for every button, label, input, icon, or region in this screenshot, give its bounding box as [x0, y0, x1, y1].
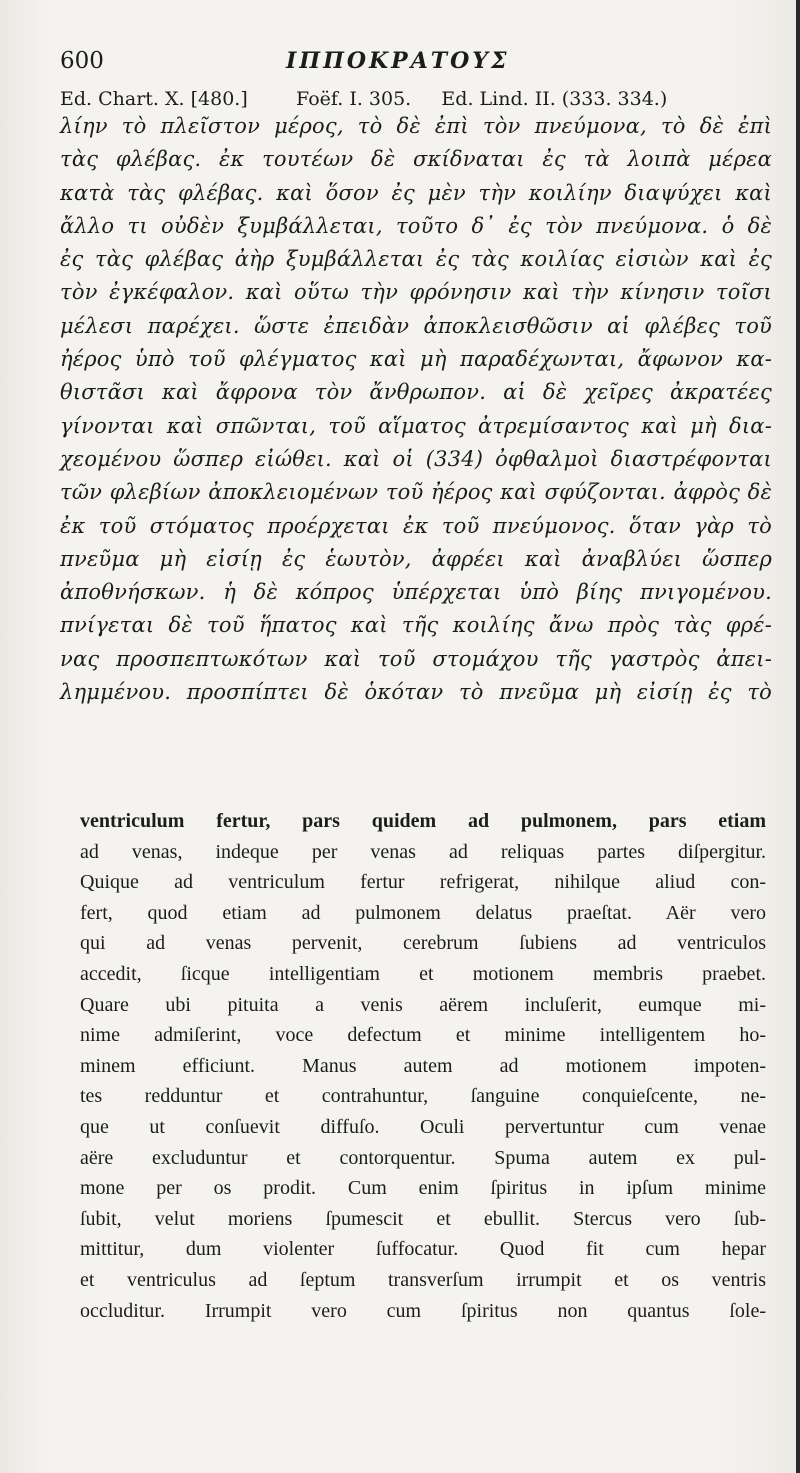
latin-line: qui ad venas pervenit, cerebrum ſubiens ad ventriculos: [80, 932, 766, 955]
latin-line: ad venas, indeque per venas ad reliquas partes diſpergitur.: [80, 840, 766, 863]
greek-line: θιστᾶσι καὶ ἄφρονα τὸν ἄνθρωπον. αἱ δὲ χεῖρες ἀκρατέες: [60, 380, 772, 405]
greek-line: τὸν ἐγκέφαλον. καὶ οὕτω τὴν φρόνησιν καὶ τὴν κίνησιν τοῖσι: [60, 280, 772, 305]
edition-reference-line: Ed. Chart. X. [480.] Foëf. I. 305. Ed. Lind. II. (333. 334.): [60, 88, 668, 110]
greek-line: χεομένου ὥσπερ εἰώθει. καὶ οἱ (334) ὀφθαλμοὶ διαστρέφονται: [60, 446, 772, 471]
latin-line: accedit, ſicque intelligentiam et motionem membris praebet.: [80, 962, 766, 985]
greek-line: πνεῦμα μὴ εἰσίῃ ἐς ἑωυτὸν, ἀφρέει καὶ ἀναβλύει ὥσπερ: [60, 546, 772, 571]
latin-line: tes redduntur et contrahuntur, ſanguine conquieſcente, ne-: [80, 1085, 766, 1108]
latin-line: que ut conſuevit diffuſo. Oculi pervertuntur cum venae: [80, 1115, 766, 1138]
latin-line: ſubit, velut moriens ſpumescit et ebullit. Stercus vero ſub-: [80, 1207, 766, 1230]
greek-line: ἐς τὰς φλέβας ἀὴρ ξυμβάλλεται ἐς τὰς κοιλίας εἰσιὼν καὶ ἐς: [60, 247, 772, 272]
latin-line: Quique ad ventriculum fertur refrigerat, nihilque aliud con-: [80, 871, 766, 894]
page-edge-shadow: [796, 0, 800, 1473]
greek-line: μέλεσι παρέχει. ὥστε ἐπειδὰν ἀποκλεισθῶσιν αἱ φλέβες τοῦ: [60, 313, 772, 338]
greek-line: τὰς φλέβας. ἐκ τουτέων δὲ σκίδναται ἐς τὰ λοιπὰ μέρεα: [60, 147, 772, 172]
greek-line: τῶν φλεβίων ἀποκλειομένων τοῦ ἠέρος καὶ σφύζονται. ἀφρὸς δὲ: [60, 480, 772, 505]
greek-line: νας προσπεπτωκότων καὶ τοῦ στομάχου τῆς γαστρὸς ἀπει-: [60, 646, 772, 671]
page-number: 600: [60, 48, 104, 74]
greek-line: κατὰ τὰς φλέβας. καὶ ὅσον ἐς μὲν τὴν κοιλίην διαψύχει καὶ: [60, 180, 772, 205]
greek-line: πνίγεται δὲ τοῦ ἥπατος καὶ τῆς κοιλίης ἄνω πρὸς τὰς φρέ-: [60, 613, 772, 638]
latin-line: et ventriculus ad ſeptum transverſum irrumpit et os ventris: [80, 1268, 766, 1291]
greek-line: ἠέρος ὑπὸ τοῦ φλέγματος καὶ μὴ παραδέχωνται, ἄφωνον κα-: [60, 347, 772, 372]
latin-line: mone per os prodit. Cum enim ſpiritus in ipſum minime: [80, 1177, 766, 1200]
greek-line: ἀποθνήσκων. ἡ δὲ κόπρος ὑπέρχεται ὑπὸ βίης πνιγομένου.: [60, 580, 772, 605]
latin-line: occluditur. Irrumpit vero cum ſpiritus non quantus ſole-: [80, 1299, 766, 1322]
greek-line: λίην τὸ πλεῖστον μέρος, τὸ δὲ ἐπὶ τὸν πνεύμονα, τὸ δὲ ἐπὶ: [60, 114, 772, 138]
latin-line: fert, quod etiam ad pulmonem delatus praeſtat. Aër vero: [80, 901, 766, 924]
latin-line: ventriculum fertur, pars quidem ad pulmonem, pars etiam: [80, 810, 766, 832]
greek-line: ἐκ τοῦ στόματος προέρχεται ἐκ τοῦ πνεύμονος. ὅταν γὰρ τὸ: [60, 513, 772, 538]
greek-line: ἄλλο τι οὐδὲν ξυμβάλλεται, τοῦτο δ᾽ ἐς τὸν πνεύμονα. ὁ δὲ: [60, 213, 772, 238]
latin-line: nime admiſerint, voce defectum et minime intelligentem ho-: [80, 1024, 766, 1047]
latin-line: aëre excluduntur et contorquentur. Spuma autem ex pul-: [80, 1146, 766, 1169]
latin-line: Quare ubi pituita a venis aërem incluſerit, eumque mi-: [80, 993, 766, 1016]
latin-line: minem efficiunt. Manus autem ad motionem impoten-: [80, 1054, 766, 1077]
greek-text-block: [60, 110, 772, 709]
running-title: ΙΠΠΟΚΡΑΤΟΥΣ: [286, 48, 510, 74]
greek-line: γίνονται καὶ σπῶνται, τοῦ αἵματος ἀτρεμίσαντος καὶ μὴ δια-: [60, 413, 772, 438]
latin-text-block: [80, 806, 766, 1326]
greek-line: λημμένου. προσπίπτει δὲ ὁκόταν τὸ πνεῦμα μὴ εἰσίῃ ἐς τὸ: [60, 680, 772, 705]
latin-line: mittitur, dum violenter ſuffocatur. Quod fit cum hepar: [80, 1238, 766, 1261]
